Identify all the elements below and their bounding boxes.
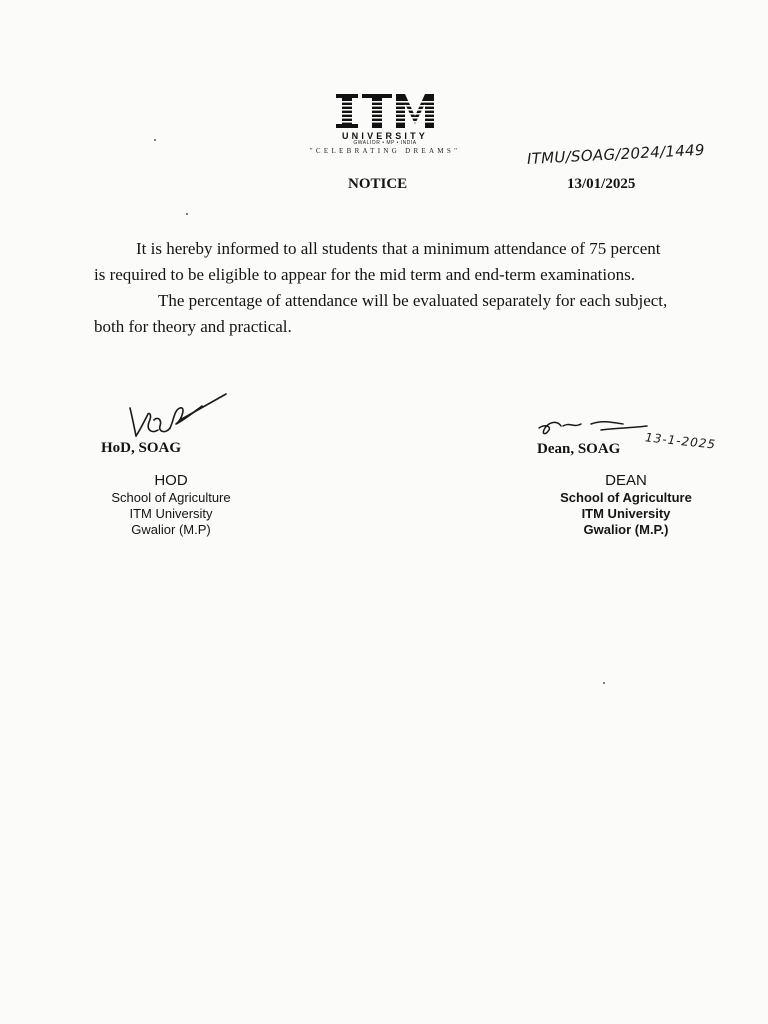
dean-stamp-school: School of Agriculture — [560, 490, 692, 505]
hod-stamp — [86, 472, 256, 538]
body-paragraph-1: It is hereby informed to all students that a minimum attendance of 75 percent is required to be eligible to appear for the mid term and end-term examinations. — [94, 239, 661, 284]
dean-stamp — [541, 472, 711, 538]
dean-label: Dean, SOAG — [537, 441, 621, 457]
dean-signature-date: 13-1-2025 — [644, 430, 717, 452]
notice-body — [94, 236, 674, 340]
dean-stamp-city: Gwalior (M.P.) — [583, 522, 669, 537]
notice-title: NOTICE — [348, 176, 408, 192]
dean-signature — [535, 414, 655, 442]
scan-speck — [154, 139, 156, 141]
university-logo — [290, 92, 480, 155]
hod-signature — [122, 390, 232, 440]
hod-stamp-title: HOD — [154, 472, 188, 489]
body-paragraph-2: The percentage of attendance will be evaluated separately for each subject, both for theory and practical. — [94, 291, 668, 336]
scan-speck — [186, 213, 188, 215]
dean-stamp-title: DEAN — [605, 472, 647, 489]
hod-stamp-school: School of Agriculture — [111, 490, 231, 505]
logo-university-text: UNIVERSITY — [341, 131, 428, 141]
logo-location-text: GWALIOR • MP • INDIA — [353, 140, 417, 146]
hod-stamp-city: Gwalior (M.P) — [131, 522, 211, 537]
logo-tagline: "CELEBRATING DREAMS" — [309, 147, 461, 155]
reference-number: ITMU/SOAG/2024/1449 — [526, 140, 706, 168]
hod-stamp-university: ITM University — [129, 506, 213, 521]
dean-stamp-university: ITM University — [581, 506, 671, 521]
notice-date: 13/01/2025 — [567, 176, 636, 192]
itm-logo-icon — [330, 92, 440, 130]
hod-label: HoD, SOAG — [101, 440, 182, 456]
scan-speck — [603, 682, 605, 684]
